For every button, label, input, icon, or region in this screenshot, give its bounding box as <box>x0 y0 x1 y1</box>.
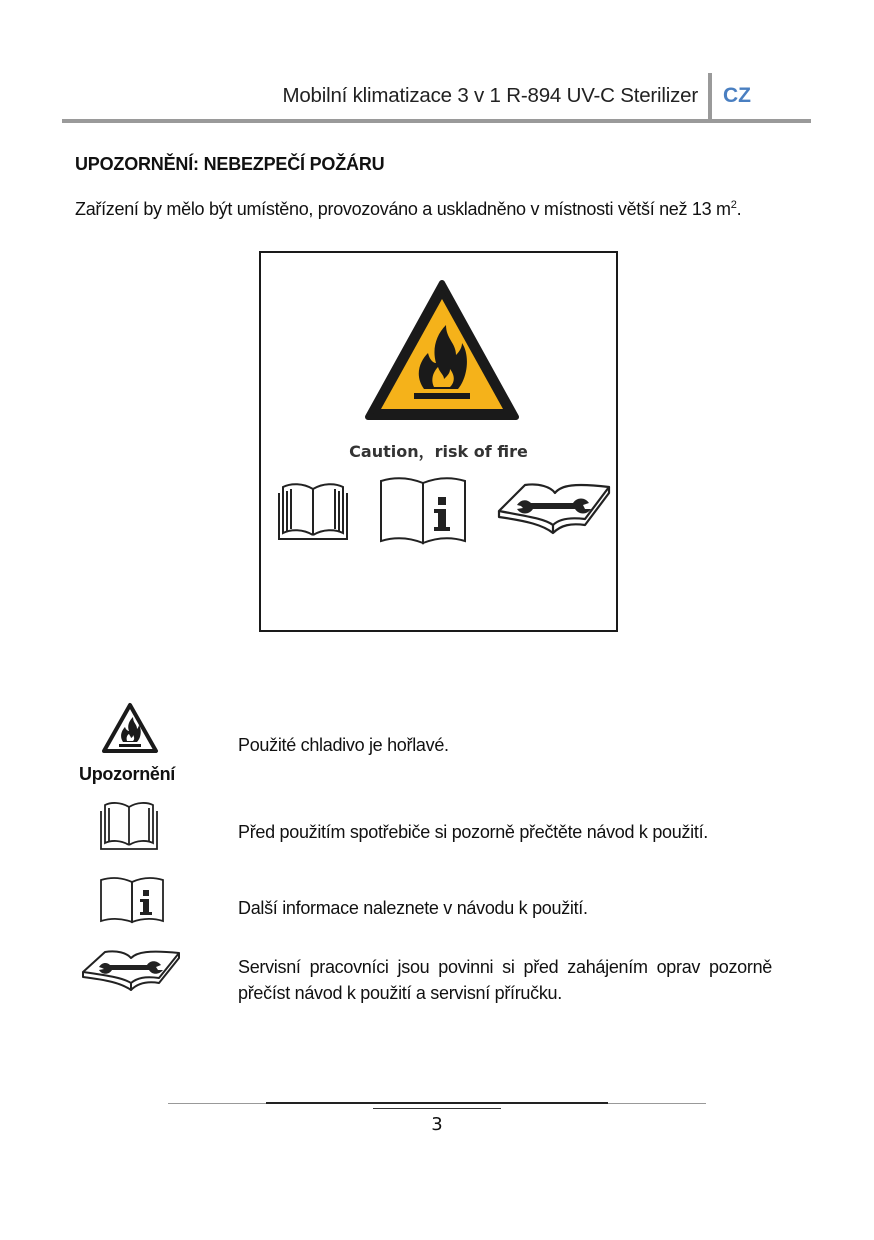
intro-text: Zařízení by mělo být umístěno, provozováno a uskladněno v místnosti větší než 13 m <box>75 199 731 219</box>
flammable-warning-icon <box>364 279 520 421</box>
operator-manual-icon <box>99 799 159 851</box>
information-manual-icon <box>378 475 468 545</box>
section-heading: UPOZORNĚNÍ: NEBEZPEČÍ POŽÁRU <box>75 154 385 174</box>
intro-end: . <box>736 199 742 219</box>
caution-text: Caution，risk of fire <box>349 442 528 461</box>
legend-caption-warning: Upozornění <box>79 764 175 784</box>
flammable-warning-icon <box>101 702 159 754</box>
header-rule <box>62 119 811 123</box>
intro-paragraph <box>75 199 741 220</box>
warning-label-image <box>259 251 618 632</box>
language-code: CZ <box>723 84 751 107</box>
service-manual-icon <box>497 481 612 541</box>
service-manual-icon <box>81 948 183 996</box>
operator-manual-icon <box>277 479 349 541</box>
legend-text-read-manual: Před použitím spotřebiče si pozorně přečtěte návod k použití. <box>238 822 708 842</box>
information-manual-icon <box>99 876 165 924</box>
legend-text-more-info: Další informace naleznete v návodu k použití. <box>238 898 588 918</box>
legend-text-flammable: Použité chladivo je hořlavé. <box>238 735 449 755</box>
footer-rule-inner <box>373 1108 501 1109</box>
intro-superscript: 2 <box>730 199 737 211</box>
header-divider <box>708 73 712 121</box>
footer-rule-middle <box>266 1102 608 1104</box>
page-number: 3 <box>431 1114 443 1135</box>
legend-text-service: Servisní pracovníci jsou povinni si před zahájením oprav pozorně přečíst návod k použití a servisní příručku. <box>238 957 772 1003</box>
document-title: Mobilní klimatizace 3 v 1 R-894 UV-C Sterilizer <box>282 84 698 107</box>
